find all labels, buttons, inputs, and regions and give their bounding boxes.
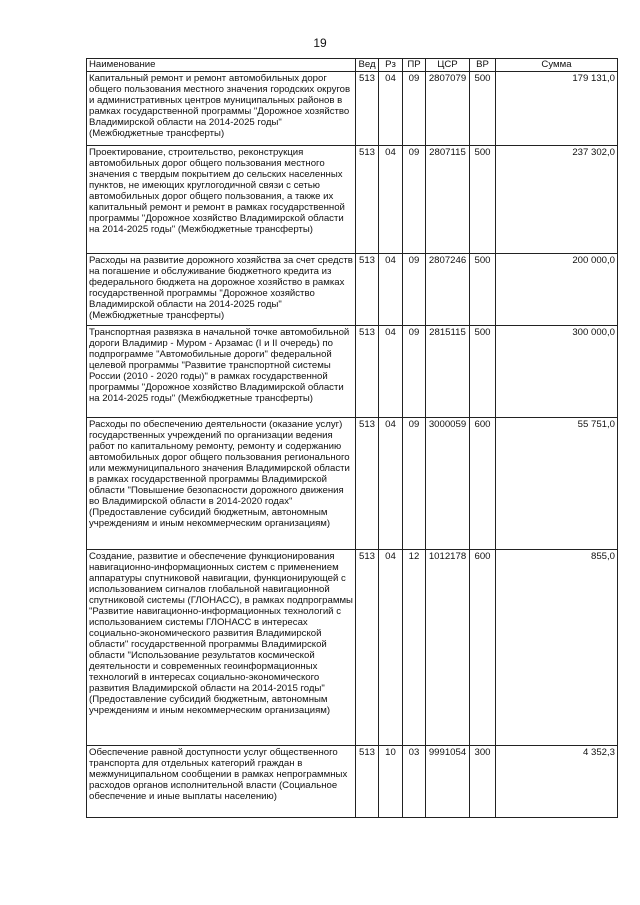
row-ved: 513	[356, 254, 379, 326]
table-row	[87, 550, 618, 746]
row-sum: 855,0	[496, 550, 618, 746]
row-name: Транспортная развязка в начальной точке автомобильной дороги Владимир - Муром - Арзамас (I и II очередь) по подпрограмме "Автомобильные дороги" федеральной целевой программы "Развитие транспортной системы России (2010 - 2020 годы)" в рамках государственной программы "Дорожное хозяйство Владимирской области на 2014-2025 годы" (Межбюджетные трансферты)	[87, 326, 356, 418]
row-csr: 2807246	[426, 254, 470, 326]
row-name: Расходы по обеспечению деятельности (оказание услуг) государственных учреждений по организации ведения работ по капитальному ремонту, ремонту и содержанию автомобильных дорог общего пользования регионального или межмуниципального значения Владимирской области в рамках государственной программы Владимирской области "Повышение безопасности дорожного движения во Владимирской области в 2014-2020 годах" (Предоставление субсидий бюджетным, автономным учреждениям и иным некоммерческим организациям)	[87, 418, 356, 550]
row-rz: 10	[379, 746, 403, 818]
row-name: Расходы на развитие дорожного хозяйства за счет средств на погашение и обслуживание бюджетного кредита из федерального бюджета на дорожное хозяйство в рамках государственной программы "Дорожное хозяйство Владимирской области на 2014-2025 годы" (Межбюджетные трансферты)	[87, 254, 356, 326]
header-vr: ВР	[470, 59, 496, 72]
row-pr: 09	[403, 326, 426, 418]
table-row	[87, 746, 618, 818]
row-name: Капитальный ремонт и ремонт автомобильных дорог общего пользования местного значения городских округов и административных центров муниципальных районов в рамках государственной программы "Дорожное хозяйство Владимирской области на 2014-2025 годы" (Межбюджетные трансферты)	[87, 72, 356, 146]
row-vr: 600	[470, 418, 496, 550]
table-body	[87, 72, 618, 818]
row-ved: 513	[356, 72, 379, 146]
row-rz: 04	[379, 146, 403, 254]
row-vr: 300	[470, 746, 496, 818]
row-rz: 04	[379, 550, 403, 746]
row-rz: 04	[379, 72, 403, 146]
header-pr: ПР	[403, 59, 426, 72]
row-sum: 55 751,0	[496, 418, 618, 550]
row-sum: 300 000,0	[496, 326, 618, 418]
row-pr: 12	[403, 550, 426, 746]
row-csr: 1012178	[426, 550, 470, 746]
row-rz: 04	[379, 418, 403, 550]
row-ved: 513	[356, 550, 379, 746]
table-header	[87, 59, 618, 72]
row-sum: 200 000,0	[496, 254, 618, 326]
row-pr: 09	[403, 146, 426, 254]
row-csr: 2807079	[426, 72, 470, 146]
row-ved: 513	[356, 418, 379, 550]
header-sum: Сумма	[496, 59, 618, 72]
header-rz: Рз	[379, 59, 403, 72]
row-ved: 513	[356, 746, 379, 818]
header-ved: Вед	[356, 59, 379, 72]
row-name: Обеспечение равной доступности услуг общественного транспорта для отдельных категорий граждан в межмуниципальном сообщении в рамках непрограммных расходов органов исполнительной власти (Социальное обеспечение и иные выплаты населению)	[87, 746, 356, 818]
row-csr: 2807115	[426, 146, 470, 254]
header-row	[87, 59, 618, 72]
row-csr: 3000059	[426, 418, 470, 550]
header-csr: ЦСР	[426, 59, 470, 72]
row-name: Проектирование, строительство, реконструкция автомобильных дорог общего пользования местного значения с твердым покрытием до сельских населенных пунктов, не имеющих круглогодичной связи с сетью автомобильных дорог общего пользования, а также их капитальный ремонт и ремонт в рамках государственной программы "Дорожное хозяйство Владимирской области на 2014-2025 годы" (Межбюджетные трансферты)	[87, 146, 356, 254]
row-vr: 500	[470, 254, 496, 326]
table-row	[87, 146, 618, 254]
table-row	[87, 254, 618, 326]
header-name: Наименование	[87, 59, 356, 72]
table-row	[87, 72, 618, 146]
table-row	[87, 326, 618, 418]
row-csr: 2815115	[426, 326, 470, 418]
row-sum: 237 302,0	[496, 146, 618, 254]
row-sum: 179 131,0	[496, 72, 618, 146]
row-sum: 4 352,3	[496, 746, 618, 818]
row-rz: 04	[379, 326, 403, 418]
row-vr: 600	[470, 550, 496, 746]
row-rz: 04	[379, 254, 403, 326]
row-name: Создание, развитие и обеспечение функционирования навигационно-информационных систем с применением аппаратуры спутниковой навигации, функционирующей с использованием сигналов глобальной навигационной спутниковой системы (ГЛОНАСС), в рамках подпрограммы "Развитие навигационно-информационных технологий с использованием системы ГЛОНАСС в интересах социально-экономического развития Владимирской области" государственной программы Владимирской области "Использование результатов космической деятельности и современных геоинформационных технологий в интересах социально-экономического развития Владимирской области на 2014-2015 годы" (Предоставление субсидий бюджетным, автономным учреждениям и иным некоммерческим организациям)	[87, 550, 356, 746]
budget-table	[86, 58, 618, 818]
row-csr: 9991054	[426, 746, 470, 818]
row-ved: 513	[356, 146, 379, 254]
row-pr: 09	[403, 72, 426, 146]
row-vr: 500	[470, 72, 496, 146]
row-vr: 500	[470, 326, 496, 418]
row-ved: 513	[356, 326, 379, 418]
row-pr: 03	[403, 746, 426, 818]
page-number: 19	[313, 36, 327, 50]
row-pr: 09	[403, 254, 426, 326]
row-pr: 09	[403, 418, 426, 550]
row-vr: 500	[470, 146, 496, 254]
table-row	[87, 418, 618, 550]
